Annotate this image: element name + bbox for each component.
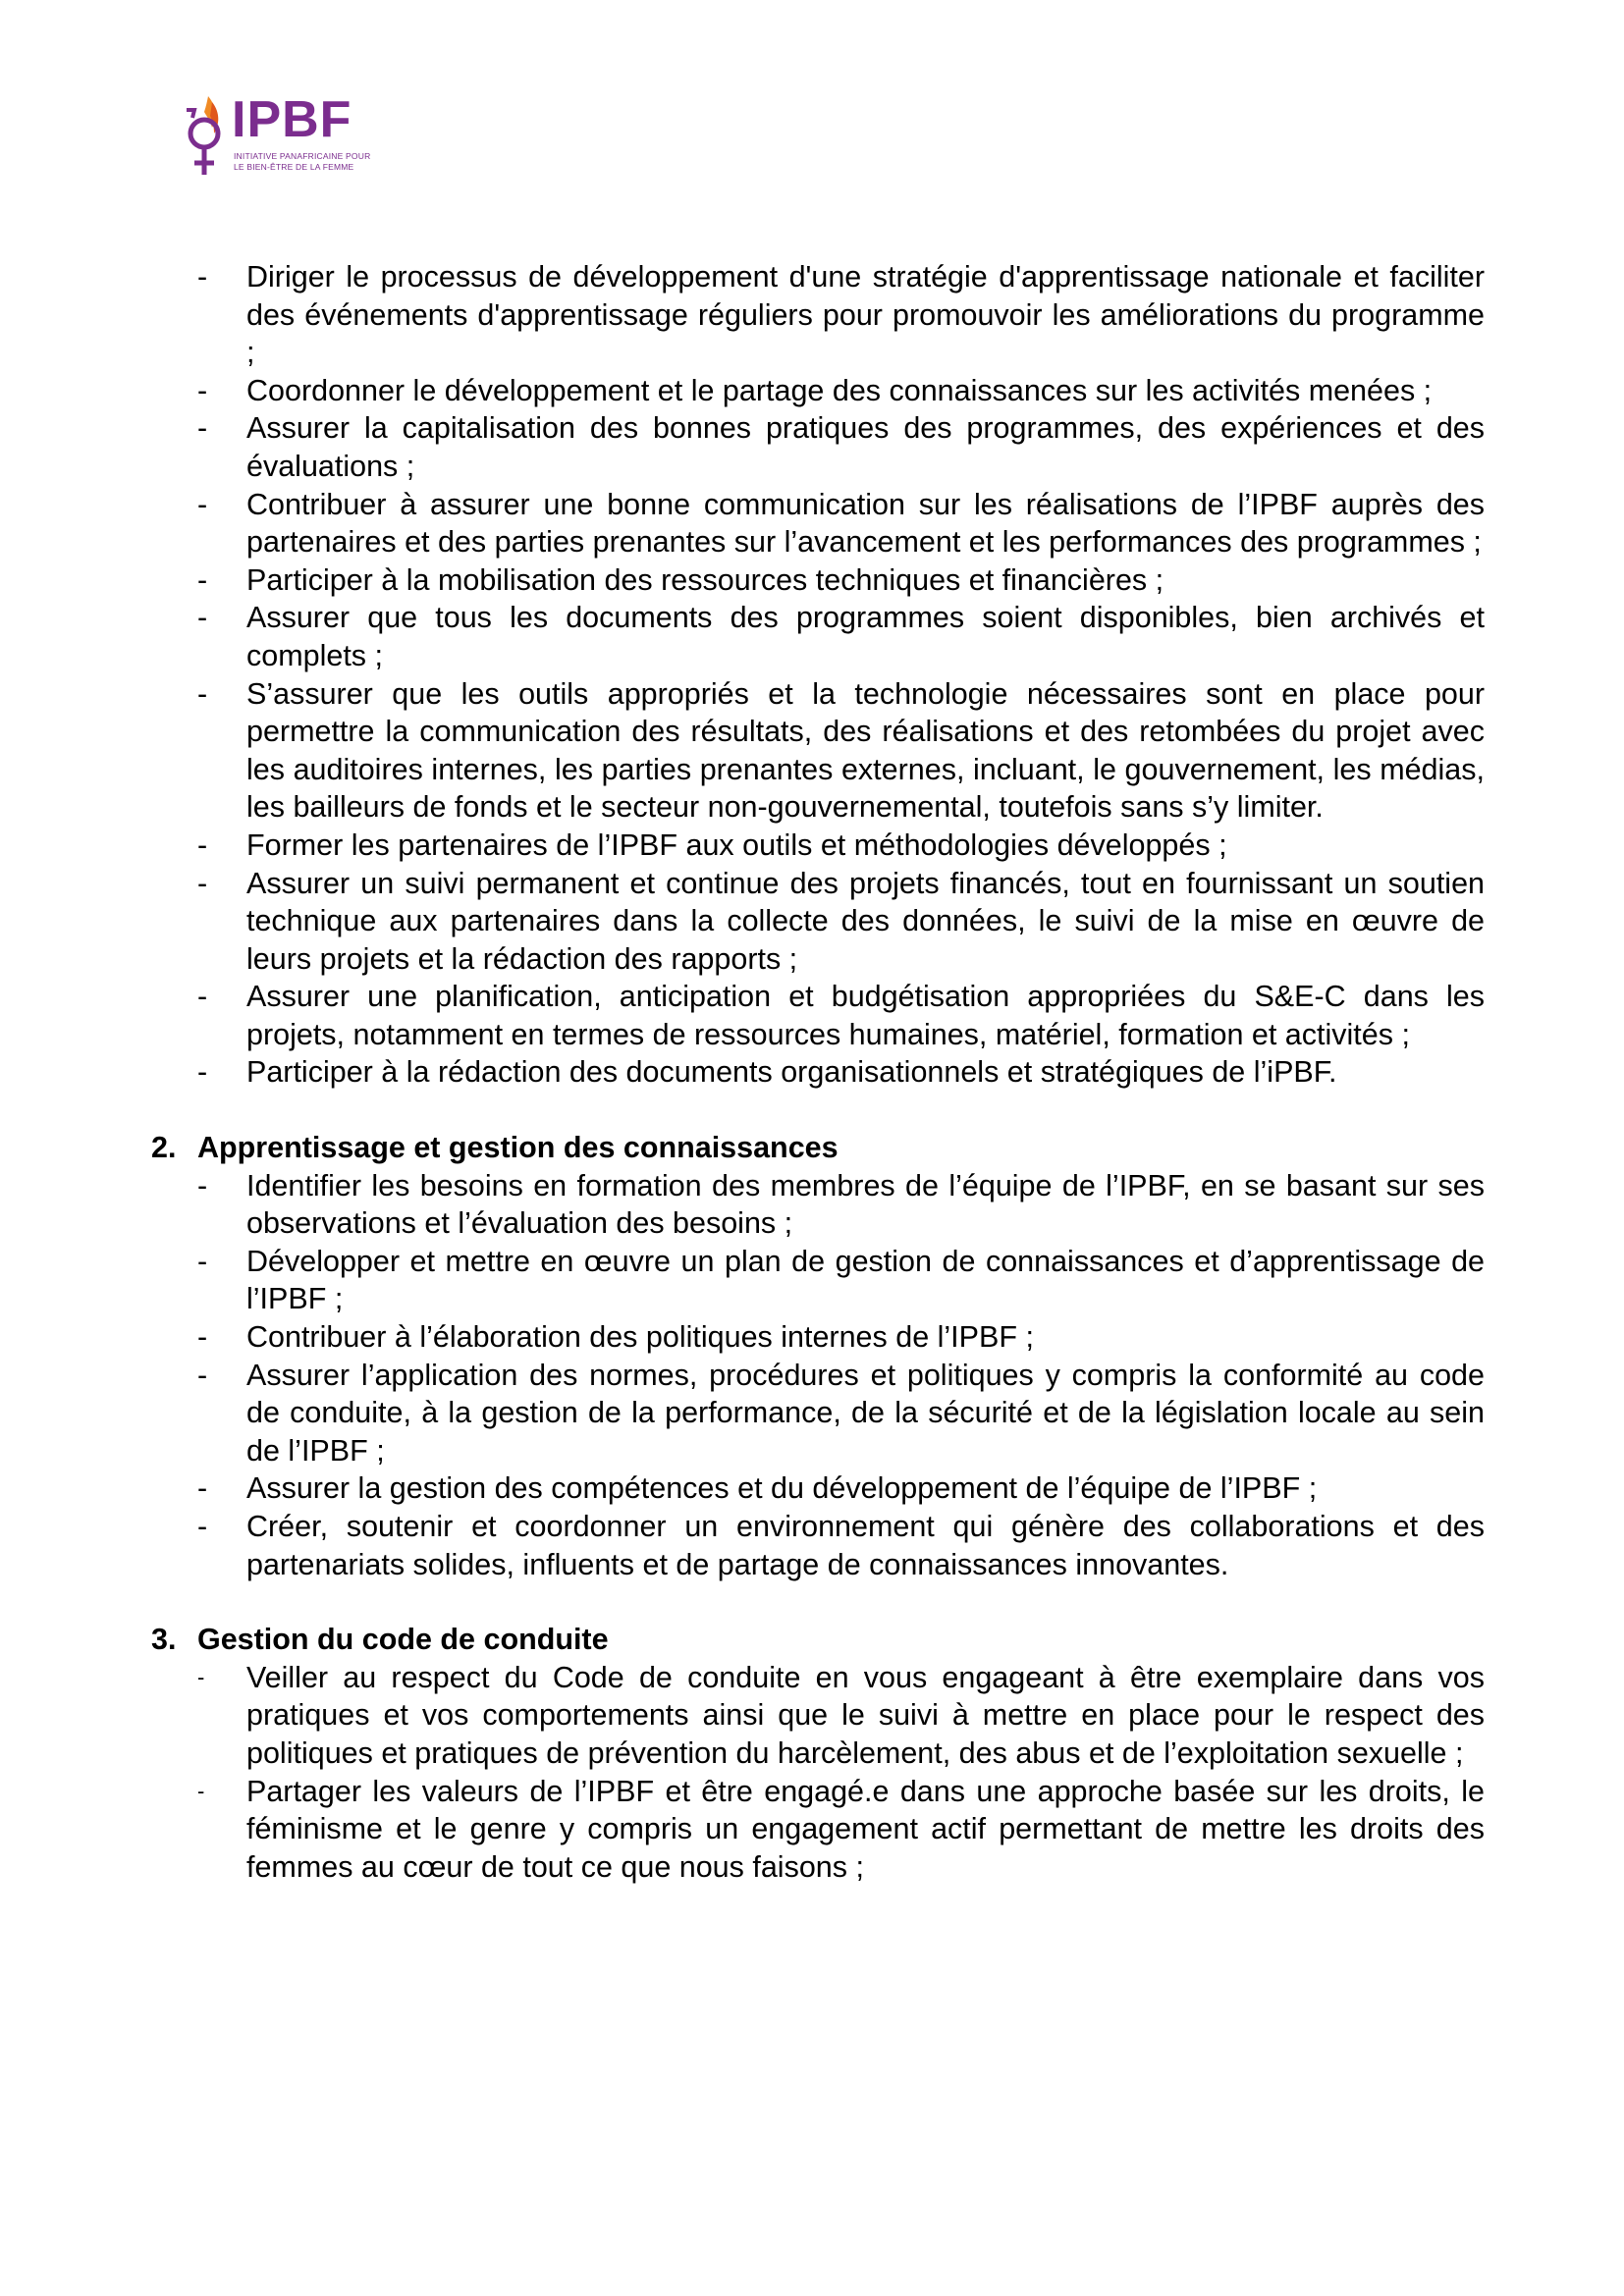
bullet-dash: - (197, 487, 208, 521)
list-item-text: Développer et mettre en œuvre un plan de gestion de connaissances et d’apprentissage de l’IPBF ; (246, 1244, 1485, 1316)
list-item (147, 675, 1489, 827)
list-item-text: Assurer la capitalisation des bonnes pratiques des programmes, des expériences et des évaluations ; (246, 411, 1485, 483)
list-item-text: Participer à la mobilisation des ressources techniques et financières ; (246, 562, 1164, 597)
section-heading-3 (147, 1621, 1489, 1659)
section-3-list (147, 1659, 1489, 1887)
list-item-text: Contribuer à assurer une bonne communication sur les réalisations de l’IPBF auprès des partenaires et des parties prenantes sur l’avancement et les performances des programmes ; (246, 487, 1485, 560)
logo-tagline-line1: INITIATIVE PANAFRICAINE POUR (234, 151, 371, 161)
list-item-text: Coordonner le développement et le partage des connaissances sur les activités menées ; (246, 373, 1433, 407)
logo-tagline-line2: LE BIEN-ÊTRE DE LA FEMME (234, 162, 354, 172)
bullet-dash: - (197, 562, 208, 597)
section-2-list (147, 1167, 1489, 1584)
list-item-text: Participer à la rédaction des documents organisationnels et stratégiques de l’iPBF. (246, 1055, 1337, 1090)
list-item (147, 1318, 1489, 1357)
list-item (147, 827, 1489, 865)
section-title-text: Apprentissage et gestion des connaissances (197, 1131, 839, 1165)
bullet-dash: - (197, 1244, 208, 1278)
list-item (147, 372, 1489, 410)
list-item (147, 486, 1489, 561)
list-item-text: Identifier les besoins en formation des membres de l’équipe de l’IPBF, en se basant sur ses observations et l’évaluation des besoins ; (246, 1168, 1485, 1241)
bullet-dash: - (197, 1320, 208, 1355)
bullet-dash: - (197, 1778, 205, 1803)
bullet-dash: - (197, 411, 208, 446)
section-heading-2 (147, 1129, 1489, 1167)
list-item-text: Créer, soutenir et coordonner un environnement qui génère des collaborations et des partenariats solides, influents et de partage de connaissances innovantes. (246, 1510, 1485, 1581)
bullet-dash: - (197, 980, 208, 1014)
list-item (147, 1357, 1489, 1470)
list-item (147, 1469, 1489, 1508)
bullet-dash: - (197, 373, 208, 407)
list-item-text: Diriger le processus de développement d'une stratégie d'apprentissage nationale et faciliter des événements d'apprentissage réguliers pour promouvoir les améliorations du programme ; (246, 260, 1485, 370)
logo-wordmark: IPBF (232, 91, 352, 148)
logo-emblem-icon (183, 92, 230, 183)
bullet-dash: - (197, 1471, 208, 1506)
list-item-text: Assurer que tous les documents des programmes soient disponibles, bien archivés et complets ; (246, 601, 1485, 672)
list-item-text: Partager les valeurs de l’IPBF et être engagé.e dans une approche basée sur les droits, le féminisme et le genre y compris un engagement actif permettant de mettre les droits des femmes au cœur de tout ce que nous faisons ; (246, 1774, 1485, 1884)
list-item-text: Contribuer à l’élaboration des politiques internes de l’IPBF ; (246, 1320, 1034, 1355)
list-item-text: S’assurer que les outils appropriés et la technologie nécessaires sont en place pour permettre la communication des résultats, des réalisations et des retombées du projet avec les auditoires internes, les parties prenantes externes, incluant, le gouvernement, les médias, les bailleurs de fonds et le secteur non-gouvernemental, toutefois sans s’y limiter. (246, 676, 1485, 825)
document-body (147, 258, 1489, 1886)
list-item (147, 258, 1489, 372)
list-item (147, 561, 1489, 600)
list-item (147, 865, 1489, 979)
list-item (147, 1243, 1489, 1318)
bullet-dash: - (197, 866, 208, 900)
bullet-dash: - (197, 676, 208, 711)
bullet-dash: - (197, 1664, 205, 1689)
section-number: 2. (151, 1131, 177, 1165)
bullet-dash: - (197, 1510, 208, 1543)
bullet-dash: - (197, 1055, 208, 1090)
list-item-text: Assurer un suivi permanent et continue des projets financés, tout en fournissant un soutien technique aux partenaires dans la collecte des données, le suivi de la mise en œuvre de leurs projets et la rédaction des rapports ; (246, 866, 1485, 976)
list-item (147, 1773, 1489, 1887)
list-item (147, 409, 1489, 485)
bullet-dash: - (197, 1168, 208, 1202)
list-item-text: Former les partenaires de l’IPBF aux outils et méthodologies développés ; (246, 828, 1227, 862)
list-item (147, 1167, 1489, 1243)
list-item (147, 978, 1489, 1053)
bullet-dash: - (197, 828, 208, 862)
list-item (147, 1659, 1489, 1773)
bullet-dash: - (197, 260, 208, 294)
list-item-text: Assurer l’application des normes, procédures et politiques y compris la conformité au code de conduite, à la gestion de la performance, de la sécurité et de la législation locale au sein de l’IPBF ; (246, 1358, 1485, 1468)
bullet-dash: - (197, 1358, 208, 1392)
list-item-text: Assurer une planification, anticipation et budgétisation appropriées du S&E-C dans les projets, notamment en termes de ressources humaines, matériel, formation et activités ; (246, 980, 1485, 1051)
ipbf-logo (183, 92, 379, 183)
list-item (147, 599, 1489, 674)
section-title-text: Gestion du code de conduite (197, 1623, 609, 1657)
list-item-text: Veiller au respect du Code de conduite en vous engageant à être exemplaire dans vos pratiques et vos comportements ainsi que le suivi à mettre en place pour le respect des politiques et pratiques de prévention du harcèlement, des abus et de l’exploitation sexuelle ; (246, 1660, 1485, 1770)
list-item-text: Assurer la gestion des compétences et du développement de l’équipe de l’IPBF ; (246, 1471, 1318, 1506)
list-item (147, 1053, 1489, 1092)
bullet-dash: - (197, 601, 208, 635)
section-number: 3. (151, 1623, 177, 1657)
list-item (147, 1508, 1489, 1583)
intro-list (147, 258, 1489, 1092)
